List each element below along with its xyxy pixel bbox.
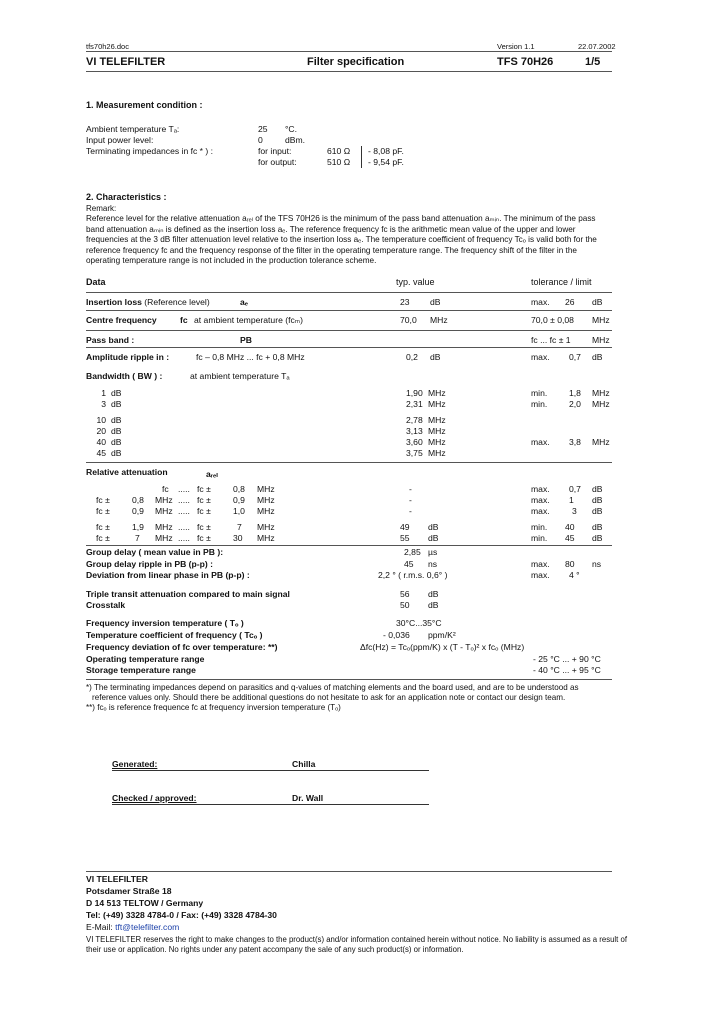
rel-unit: dB [428, 533, 439, 543]
bw-level: 45 [96, 448, 106, 458]
rel-c: MHz [155, 495, 173, 505]
bandwidth-label: Bandwidth ( BW ) : [86, 371, 163, 381]
bw-tolv: 1,8 [569, 388, 581, 398]
bw-unit: MHz [428, 399, 446, 409]
rel-typ: - [409, 484, 412, 494]
impedance-output-value: 510 Ω [327, 157, 351, 167]
storage-label: Storage temperature range [86, 665, 196, 675]
amplitude-unit: dB [430, 352, 441, 362]
insertion-symbol: aₑ [240, 297, 249, 307]
group-ripple-label: Group delay ripple in PB (p-p) : [86, 559, 213, 569]
rel-to-u: MHz [257, 522, 275, 532]
amplitude-label: Amplitude ripple in : [86, 352, 170, 362]
remark-text [86, 214, 636, 267]
rel-typ: 49 [400, 522, 410, 532]
row-rule [86, 679, 612, 680]
ambient-value: 25 [258, 124, 268, 134]
rel-to-v: 30 [233, 533, 243, 543]
bw-level-unit: dB [111, 437, 122, 447]
storage-typ: - 40 °C ... + 95 °C [533, 665, 601, 675]
bw-level: 20 [96, 426, 106, 436]
passband-tolv: fᴄ ... fᴄ ± 1 [531, 335, 571, 345]
bw-tolv: 3,8 [569, 437, 581, 447]
rel-tolv: 40 [565, 522, 575, 532]
section2-title: 2. Characteristics : [86, 192, 167, 202]
rel-tolv: 1 [569, 495, 574, 505]
group-ripple-unit: ns [428, 559, 438, 569]
page-number: 1/5 [585, 56, 601, 68]
group-ripple-tolu: ns [592, 559, 602, 569]
rel-to-v: 7 [237, 522, 242, 532]
relative-symbol: aᵣₑₗ [206, 469, 219, 479]
rel-tol: min. [531, 533, 548, 543]
centre-typ: 70,0 [400, 315, 417, 325]
generated-label: Generated: [112, 759, 158, 769]
amplitude-tol: max. [531, 352, 550, 362]
note-2: **) fᴄₒ is reference frequence fᴄ at frequency inversion temperature (Tₒ) [86, 703, 341, 712]
rel-tolu: dB [592, 484, 603, 494]
insertion-row [86, 297, 210, 307]
rel-tolu: dB [592, 522, 603, 532]
rel-a: fᴄ ± [96, 495, 110, 505]
centre-symbol: fᴄ [180, 315, 188, 325]
passband-tolu: MHz [592, 335, 610, 345]
relative-label: Relative attenuation [86, 467, 168, 477]
bw-tolu: MHz [592, 388, 610, 398]
bw-level: 10 [96, 415, 106, 425]
rel-a: fᴄ ± [96, 522, 110, 532]
bw-level-unit: dB [111, 415, 122, 425]
footer-email-row [86, 922, 179, 932]
insertion-label2: (Reference level) [144, 297, 210, 307]
passband-symbol: PB [240, 335, 252, 345]
bw-level-unit: dB [111, 388, 122, 398]
rel-tolu: dB [592, 506, 603, 516]
crosstalk-typ: 50 [400, 600, 410, 610]
checked-name: Dr. Wall [292, 793, 324, 803]
rel-to-u: MHz [257, 484, 275, 494]
bw-typ: 3,60 [406, 437, 423, 447]
passband-label: Pass band : [86, 335, 135, 345]
group-delay-label: Group delay ( mean value in PB ): [86, 547, 224, 557]
amplitude-tolv: 0,7 [569, 352, 581, 362]
row-rule [86, 545, 612, 546]
checked-signature-line [112, 804, 429, 805]
rel-dots: ..... [178, 522, 190, 532]
rel-to-f: fᴄ ± [197, 495, 211, 505]
rel-tolv: 3 [572, 506, 577, 516]
insertion-unit: dB [430, 297, 441, 307]
checked-label: Checked / approved: [112, 793, 197, 803]
crosstalk-label: Crosstalk [86, 600, 126, 610]
bw-level-unit: dB [111, 448, 122, 458]
bw-tolu: MHz [592, 399, 610, 409]
deviation-tolv: 4 ° [569, 570, 580, 580]
rel-to-v: 0,9 [233, 495, 245, 505]
impedance-input-label: for input: [258, 146, 292, 156]
insertion-tolu: dB [592, 297, 603, 307]
temp-coef-unit: ppm/K² [428, 630, 456, 640]
triple-typ: 56 [400, 589, 410, 599]
footer-rule [86, 871, 612, 872]
rel-b: 7 [135, 533, 140, 543]
rel-to-u: MHz [257, 533, 275, 543]
footer-city: D 14 513 TELTOW / Germany [86, 898, 204, 908]
version: Version 1.1 [497, 42, 535, 51]
impedance-input-value: 610 Ω [327, 146, 351, 156]
amplitude-typ: 0,2 [406, 352, 418, 362]
deviation-typ: 2,2 ° ( r.m.s. 0,6° ) [378, 570, 448, 580]
rel-b: 0,8 [132, 495, 144, 505]
power-unit: dBm. [285, 135, 306, 145]
doc-title: Filter specification [307, 56, 405, 68]
rel-to-f: fᴄ ± [197, 522, 211, 532]
rel-c: MHz [155, 506, 173, 516]
row-rule [86, 347, 612, 348]
section1-title: 1. Measurement condition : [86, 100, 203, 110]
insertion-tol: max. [531, 297, 550, 307]
group-ripple-typ: 45 [404, 559, 414, 569]
bw-typ: 3,75 [406, 448, 423, 458]
crosstalk-unit: dB [428, 600, 439, 610]
temp-coef-typ: - 0,036 [383, 630, 410, 640]
rel-typ: - [409, 506, 412, 516]
header-rule-bottom [86, 71, 612, 72]
footer-email-label: E-Mail: [86, 922, 113, 932]
date: 22.07.2002 [578, 42, 616, 51]
impedance-separator [361, 146, 362, 168]
col-data: Data [86, 277, 106, 287]
bw-typ: 2,78 [406, 415, 423, 425]
group-delay-unit: µs [428, 547, 438, 557]
rel-tolu: dB [592, 495, 603, 505]
bw-tolv: 2,0 [569, 399, 581, 409]
power-label: Input power level: [86, 135, 154, 145]
temp-coef-label: Temperature coefficient of frequency ( Tcₒ ) [86, 630, 263, 640]
bw-unit: MHz [428, 448, 446, 458]
deviation-label: Deviation from linear phase in PB (p-p) : [86, 570, 250, 580]
rel-c: MHz [155, 533, 173, 543]
group-delay-typ: 2,85 [404, 547, 421, 557]
footer-disclaimer-a: VI TELEFILTER reserves the right to make changes to the product(s) and/or information contained herein without notice. No liability is assumed as a result of [86, 935, 627, 944]
remark-line: reference frequency fᴄ and the frequency response of the filter in the operating temperature range. The frequency shift of the filter in the [86, 245, 577, 255]
header-rule [86, 51, 612, 52]
amplitude-cond: fᴄ – 0,8 MHz ... fᴄ + 0,8 MHz [196, 352, 305, 362]
col-tolerance: tolerance / limit [531, 277, 592, 287]
bw-typ: 3,13 [406, 426, 423, 436]
footer-street: Potsdamer Straße 18 [86, 886, 172, 896]
group-ripple-tolv: 80 [565, 559, 575, 569]
rel-c: MHz [155, 522, 173, 532]
rel-to-u: MHz [257, 506, 275, 516]
triple-unit: dB [428, 589, 439, 599]
remark-line: operating temperature range is not included in the production tolerance scheme. [86, 256, 377, 266]
ambient-label: Ambient temperature Tₐ: [86, 124, 180, 134]
bw-typ: 1,90 [406, 388, 423, 398]
rel-unit: dB [428, 522, 439, 532]
footer-phone: Tel: (+49) 3328 4784-0 / Fax: (+49) 3328 4784-30 [86, 910, 277, 920]
freq-dev-typ: Δfᴄ(Hz) = Tcₒ(ppm/K) x (T - Tₒ)² x fᴄₒ (MHz) [360, 642, 525, 652]
rel-typ: 55 [400, 533, 410, 543]
note-1b: reference values only. Should there be additional questions do not hesitate to ask for an application note or contact our design team. [92, 693, 566, 702]
row-rule [86, 462, 612, 463]
row-rule [86, 310, 612, 311]
bw-unit: MHz [428, 437, 446, 447]
bw-typ: 2,31 [406, 399, 423, 409]
insertion-tolv: 26 [565, 297, 575, 307]
rel-tol: min. [531, 522, 548, 532]
bw-unit: MHz [428, 415, 446, 425]
centre-label: Centre frequency [86, 315, 157, 325]
bw-tol: max. [531, 437, 550, 447]
bw-level: 1 [101, 388, 106, 398]
freq-inv-label: Frequency inversion temperature ( Tₒ ) [86, 618, 244, 628]
centre-tolu: MHz [592, 315, 610, 325]
amplitude-tolu: dB [592, 352, 603, 362]
rel-dots: ..... [178, 484, 190, 494]
rel-dots: ..... [178, 533, 190, 543]
bw-tolu: MHz [592, 437, 610, 447]
centre-tolv: 70,0 ± 0,08 [531, 315, 574, 325]
op-temp-label: Operating temperature range [86, 654, 205, 664]
bw-level: 40 [96, 437, 106, 447]
remark-line: frequencies at the 3 dB filter attenuation level relative to the insertion loss aₑ. The temperature coefficient of frequency Tcₒ is valid both for the [86, 235, 597, 245]
impedance-label: Terminating impedances in fᴄ * ) : [86, 146, 214, 156]
insertion-typ: 23 [400, 297, 410, 307]
rel-dots: ..... [178, 495, 190, 505]
rel-to-v: 0,8 [233, 484, 245, 494]
rel-tol: max. [531, 506, 550, 516]
rel-tolv: 0,7 [569, 484, 581, 494]
rel-dots: ..... [178, 506, 190, 516]
row-rule [86, 330, 612, 331]
rel-tol: max. [531, 484, 550, 494]
footer-email-link[interactable]: tft@telefilter.com [115, 922, 180, 932]
bw-unit: MHz [428, 388, 446, 398]
group-ripple-tol: max. [531, 559, 550, 569]
freq-inv-typ: 30°C...35°C [396, 618, 442, 628]
generated-signature-line [112, 770, 429, 771]
remark-line: Reference level for the relative attenuation aᵣₑₗ of the TFS 70H26 is the minimum of the pass band attenuation aₘᵢₙ. The minimum of the pass [86, 214, 596, 223]
rel-tol: max. [531, 495, 550, 505]
insertion-label: Insertion loss [86, 297, 142, 307]
bw-level: 3 [101, 399, 106, 409]
rel-tolu: dB [592, 533, 603, 543]
table-rule [86, 292, 612, 293]
bw-tol: min. [531, 388, 548, 398]
footer-disclaimer-b: their use or application. No rights under any patent accompany the sale of any such product(s) or information. [86, 945, 464, 954]
rel-to-f: fᴄ ± [197, 506, 211, 516]
rel-a: fᴄ ± [96, 533, 110, 543]
impedance-input-cap: - 8,08 pF. [368, 146, 404, 156]
col-typ-value: typ. value [396, 277, 435, 287]
rel-to-f: fᴄ ± [197, 533, 211, 543]
footer-company: VI TELEFILTER [86, 874, 148, 884]
centre-cond: at ambient temperature (fᴄₘ) [194, 315, 303, 325]
rel-tolv: 45 [565, 533, 575, 543]
triple-label: Triple transit attenuation compared to main signal [86, 589, 290, 599]
bw-tol: min. [531, 399, 548, 409]
rel-typ: - [409, 495, 412, 505]
rel-to-v: 1,0 [233, 506, 245, 516]
rel-to-u: MHz [257, 495, 275, 505]
rel-to-f: fᴄ ± [197, 484, 211, 494]
centre-unit: MHz [430, 315, 448, 325]
product-code: TFS 70H26 [497, 56, 554, 68]
ambient-unit: °C. [285, 124, 298, 134]
bw-unit: MHz [428, 426, 446, 436]
rel-a: fᴄ ± [96, 506, 110, 516]
rel-b: 0,9 [132, 506, 144, 516]
bw-level-unit: dB [111, 426, 122, 436]
bandwidth-cond: at ambient temperature Tₐ [190, 371, 290, 381]
rel-from: fᴄ [162, 484, 169, 494]
bw-level-unit: dB [111, 399, 122, 409]
deviation-tol: max. [531, 570, 550, 580]
company-name: VI TELEFILTER [86, 56, 166, 68]
rel-b: 1,9 [132, 522, 144, 532]
generated-name: Chilla [292, 759, 316, 769]
op-temp-typ: - 25 °C ... + 90 °C [533, 654, 601, 664]
power-value: 0 [258, 135, 263, 145]
remark-label: Remark: [86, 204, 117, 213]
impedance-output-label: for output: [258, 157, 297, 167]
freq-dev-label: Frequency deviation of fᴄ over temperature: **) [86, 642, 278, 652]
impedance-output-cap: - 9,54 pF. [368, 157, 404, 167]
file-name: tfs70h26.doc [86, 42, 129, 51]
note-1a: *) The terminating impedances depend on parasitics and q-values of matching elements and the board used, and are to be understood as [86, 683, 579, 692]
remark-line: band attenuation aₘᵢₙ is defined as the insertion loss aₑ. The reference frequency fᴄ is the arithmetic mean value of the upper and lower [86, 224, 576, 234]
